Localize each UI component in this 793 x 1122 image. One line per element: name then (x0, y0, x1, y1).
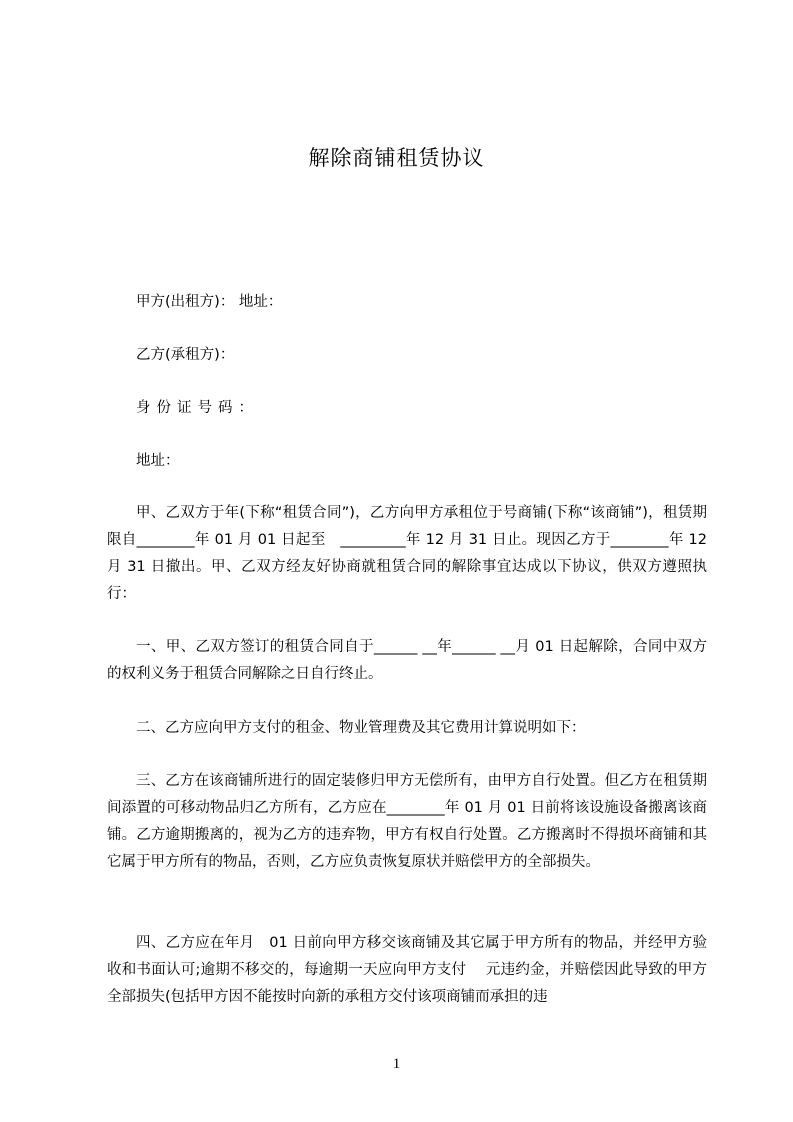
page-number: 1 (392, 1056, 401, 1072)
id-number-field: 身份证号码： (136, 400, 259, 416)
paragraph-clause-4: 四、乙方应在年月 01 日前向甲方移交该商铺及其它属于甲方所有的物品，并经甲方验收和书面认可;逾期不移交的，每逾期一天应向甲方支付 元违约金，并赔偿因此导致的甲方全部损失(包括甲方因不能按时向新的承租方交付该项商铺而承担的违 (107, 935, 707, 1005)
paragraph-clause-1: 一、甲、乙双方签订的租赁合同自于______ __年______ __月 01 日起解除，合同中双方的权利义务于租赁合同解除之日自行终止。 (107, 639, 707, 682)
party-b-field: 乙方(承租方)： (136, 347, 235, 363)
address-field: 地址： (136, 453, 180, 469)
party-a-field: 甲方(出租方)： 地址： (136, 294, 283, 310)
paragraph-intro: 甲、乙双方于年(下称“租赁合同”)，乙方向甲方承租位于号商铺(下称“该商铺”)，租赁期限自________年 01 月 01 日起至 _________年 12 月 31 日止。现因乙方于________年 12 月 31 日撤出。甲、乙双方经友好协商就租赁合同的解除事宜达成以下协议，供双方遵照执行： (107, 505, 707, 602)
paragraph-clause-3: 三、乙方在该商铺所进行的固定装修归甲方无偿所有，由甲方自行处置。但乙方在租赁期间添置的可移动物品归乙方所有，乙方应在________年 01 月 01 日前将该设施设备搬离该商铺。乙方逾期搬离的，视为乙方的违弃物，甲方有权自行处置。乙方搬离时不得损坏商铺和其它属于甲方所有的物品，否则，乙方应负责恢复原状并赔偿甲方的全部损失。 (107, 773, 707, 870)
paragraph-clause-2: 二、乙方应向甲方支付的租金、物业管理费及其它费用计算说明如下： (136, 720, 586, 736)
document-title: 解除商铺租赁协议 (308, 146, 485, 170)
